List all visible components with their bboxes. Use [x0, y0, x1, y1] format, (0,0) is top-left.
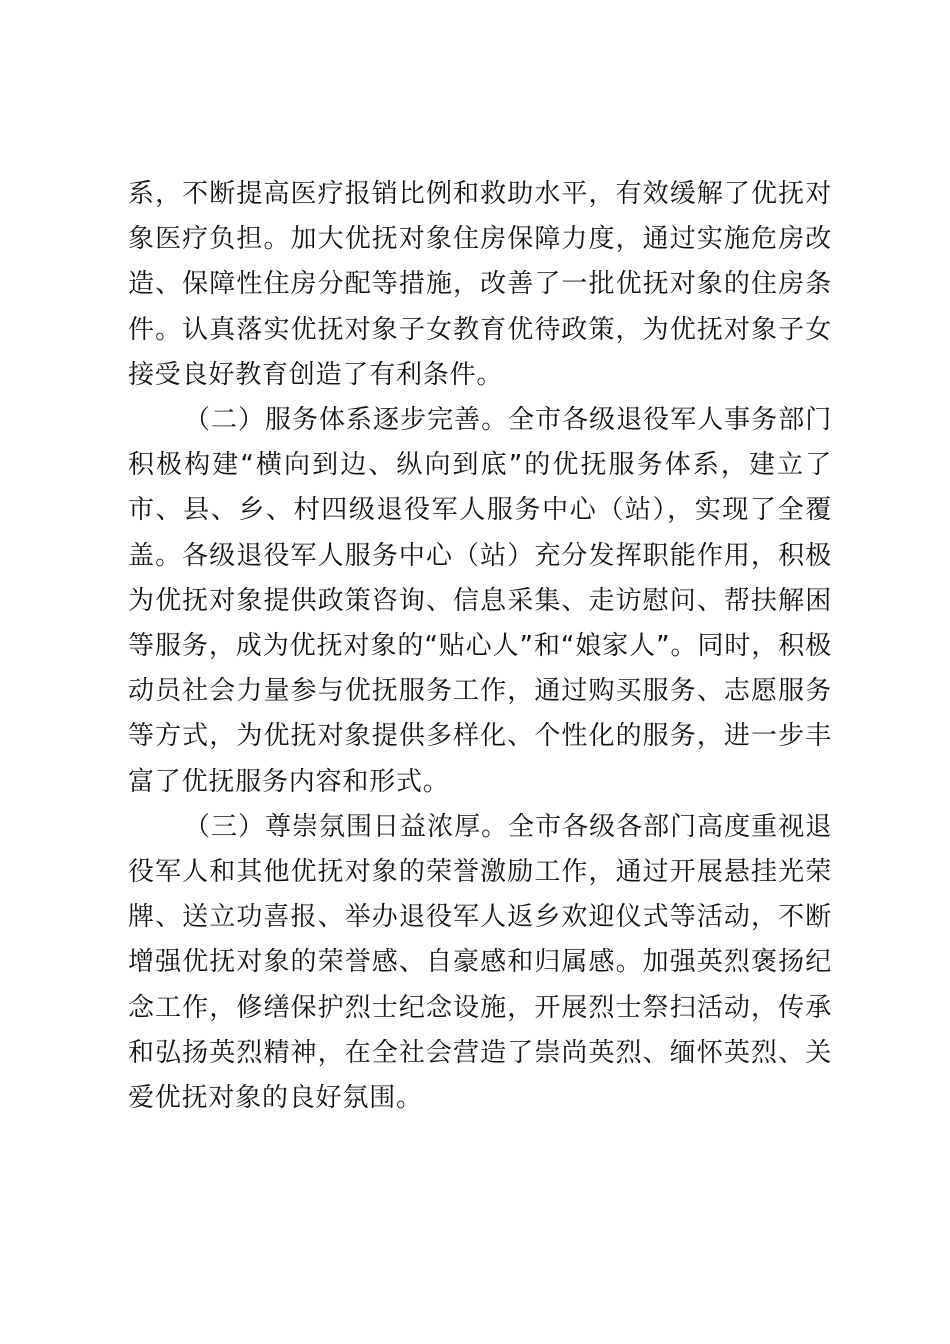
- paragraph-medical-housing-education: 系，不断提高医疗报销比例和救助水平，有效缓解了优抚对象医疗负担。加大优抚对象住房保障力度，通过实施危房改造、保障性住房分配等措施，改善了一批优抚对象的住房条件。认真落实优抚对象子女教育优待政策，为优抚对象子女接受良好教育创造了有利条件。: [128, 179, 832, 390]
- paragraph-honor-atmosphere: （三）尊崇氛围日益浓厚。全市各级各部门高度重视退役军人和其他优抚对象的荣誉激励工作，通过开展悬挂光荣牌、送立功喜报、举办退役军人返乡欢迎仪式等活动，不断增强优抚对象的荣誉感、自豪感和归属感。加强英烈褒扬纪念工作，修缮保护烈士纪念设施，开展烈士祭扫活动，传承和弘扬英烈精神，在全社会营造了崇尚英烈、缅怀英烈、关爱优抚对象的良好氛围。: [128, 811, 832, 1114]
- document-body: [128, 172, 832, 1121]
- paragraph-service-system: （二）服务体系逐步完善。全市各级退役军人事务部门积极构建“横向到边、纵向到底”的优抚服务体系，建立了市、县、乡、村四级退役军人服务中心（站），实现了全覆盖。各级退役军人服务中心（站）充分发挥职能作用，积极为优抚对象提供政策咨询、信息采集、走访慰问、帮扶解困等服务，成为优抚对象的“贴心人”和“娘家人”。同时，积极动员社会力量参与优抚服务工作，通过购买服务、志愿服务等方式，为优抚对象提供多样化、个性化的服务，进一步丰富了优抚服务内容和形式。: [128, 405, 832, 797]
